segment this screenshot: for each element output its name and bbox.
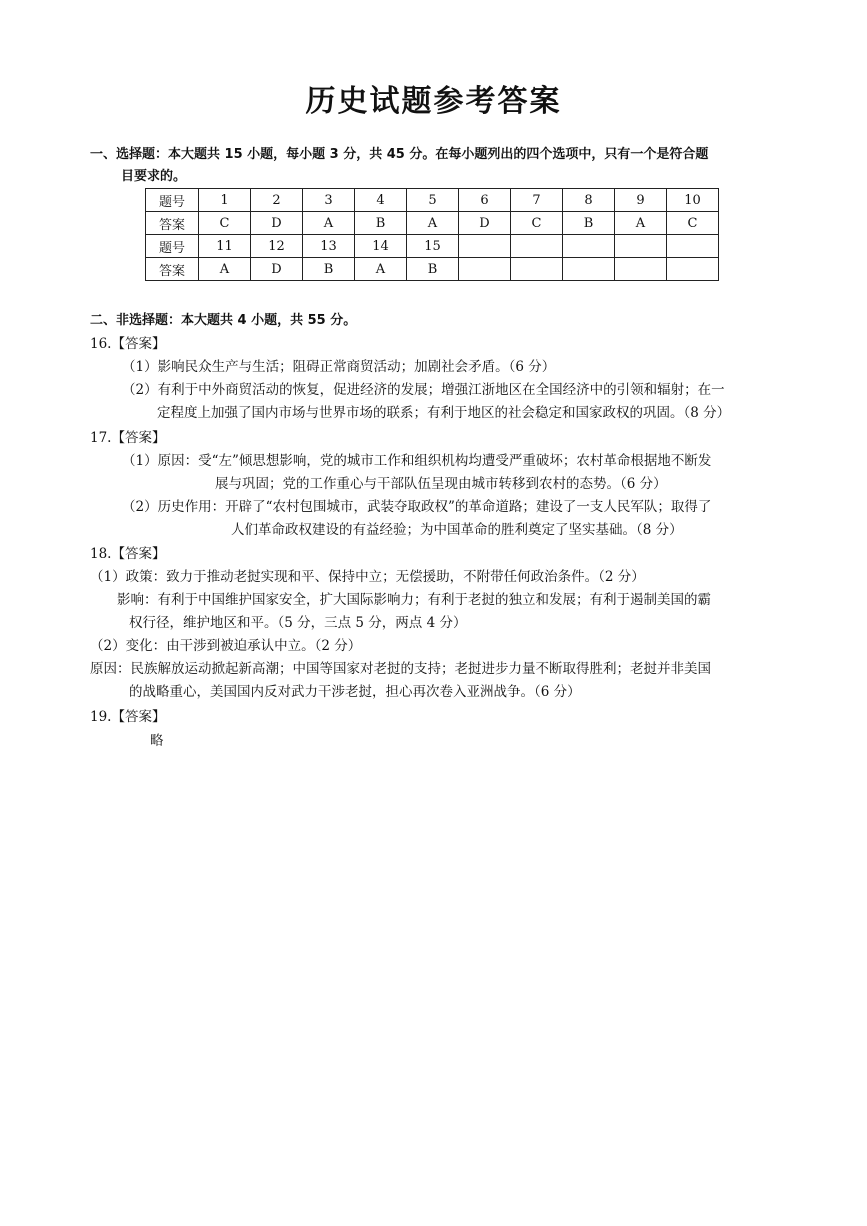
q17-line1: （1）原因：受“左”倾思想影响，党的城市工作和组织机构均遭受严重破坏；农村革命根据地不断发 [122, 453, 712, 469]
section2-heading: 二、非选择题：本大题共 4 小题，共 55 分。 [90, 313, 357, 328]
q17-line3: （2）历史作用：开辟了“农村包围城市，武装夺取政权”的革命道路；建设了一支人民军队；取得了 [122, 499, 712, 515]
table-cell: 2 [251, 189, 303, 212]
table-cell: 4 [355, 189, 407, 212]
table-cell [511, 235, 563, 258]
q17-label: 17.【答案】 [90, 430, 166, 446]
table-cell: C [199, 212, 251, 235]
q18-line5: 原因：民族解放运动掀起新高潮；中国等国家对老挝的支持；老挝进步力量不断取得胜利；老挝并非美国 [90, 661, 711, 677]
q18-line1: （1）政策：致力于推动老挝实现和平、保持中立；无偿援助，不附带任何政治条件。（2 分） [90, 569, 645, 585]
table-cell: 3 [303, 189, 355, 212]
table-cell: B [303, 258, 355, 281]
table-cell: D [251, 212, 303, 235]
table-cell [667, 258, 719, 281]
table-cell [615, 258, 667, 281]
table-row-label: 题号 [146, 235, 199, 258]
table-cell: 11 [199, 235, 251, 258]
table-cell [511, 258, 563, 281]
table-cell: A [303, 212, 355, 235]
q16-line2: （2）有利于中外商贸活动的恢复，促进经济的发展；增强江浙地区在全国经济中的引领和辐射；在一 [122, 382, 725, 398]
table-cell: 15 [407, 235, 459, 258]
table-row-label: 答案 [146, 258, 199, 281]
section1-heading-line1: 一、选择题：本大题共 15 小题，每小题 3 分，共 45 分。在每小题列出的四个选项中，只有一个是符合题 [90, 147, 709, 162]
table-cell: 10 [667, 189, 719, 212]
table-cell: A [199, 258, 251, 281]
table-cell [563, 235, 615, 258]
table-cell: D [459, 212, 511, 235]
table-row [146, 258, 719, 281]
table-cell: B [407, 258, 459, 281]
q16-line3: 定程度上加强了国内市场与世界市场的联系；有利于地区的社会稳定和国家政权的巩固。（8 分） [157, 405, 731, 421]
table-cell: A [615, 212, 667, 235]
table-cell: 12 [251, 235, 303, 258]
q18-line6: 的战略重心，美国国内反对武力干涉老挝，担心再次卷入亚洲战争。（6 分） [129, 684, 581, 700]
table-cell: A [407, 212, 459, 235]
table-row-label: 题号 [146, 189, 199, 212]
table-cell: 7 [511, 189, 563, 212]
page-title: 历史试题参考答案 [305, 84, 562, 119]
table-cell [615, 235, 667, 258]
table-cell: 9 [615, 189, 667, 212]
table-cell: 8 [563, 189, 615, 212]
table-cell [667, 235, 719, 258]
table-cell: 13 [303, 235, 355, 258]
q17-line4: 人们革命政权建设的有益经验；为中国革命的胜利奠定了坚实基础。（8 分） [231, 522, 683, 538]
table-cell: 5 [407, 189, 459, 212]
table-cell: 14 [355, 235, 407, 258]
q18-line2: 影响：有利于中国维护国家安全，扩大国际影响力；有利于老挝的独立和发展；有利于遏制美国的霸 [117, 592, 711, 608]
table-row [146, 235, 719, 258]
q18-label: 18.【答案】 [90, 546, 166, 562]
q17-line2: 展与巩固；党的工作重心与干部队伍呈现由城市转移到农村的态势。（6 分） [215, 476, 667, 492]
multiple-choice-answer-table [145, 188, 719, 281]
q19-line1: 略 [150, 733, 164, 749]
table-row [146, 189, 719, 212]
table-cell: 6 [459, 189, 511, 212]
table-cell: A [355, 258, 407, 281]
table-cell: B [563, 212, 615, 235]
table-cell: C [511, 212, 563, 235]
section1-heading-line2: 目要求的。 [121, 169, 187, 184]
q18-line3: 权行径，维护地区和平。（5 分，三点 5 分，两点 4 分） [129, 615, 467, 631]
table-cell: C [667, 212, 719, 235]
q18-line4: （2）变化：由干涉到被迫承认中立。（2 分） [90, 638, 362, 654]
table-cell [563, 258, 615, 281]
table-row-label: 答案 [146, 212, 199, 235]
table-cell: B [355, 212, 407, 235]
q16-label: 16.【答案】 [90, 336, 166, 352]
table-cell [459, 258, 511, 281]
table-cell [459, 235, 511, 258]
table-cell: D [251, 258, 303, 281]
q16-line1: （1）影响民众生产与生活；阻碍正常商贸活动；加剧社会矛盾。（6 分） [122, 359, 556, 375]
q19-label: 19.【答案】 [90, 709, 166, 725]
table-cell: 1 [199, 189, 251, 212]
table-row [146, 212, 719, 235]
